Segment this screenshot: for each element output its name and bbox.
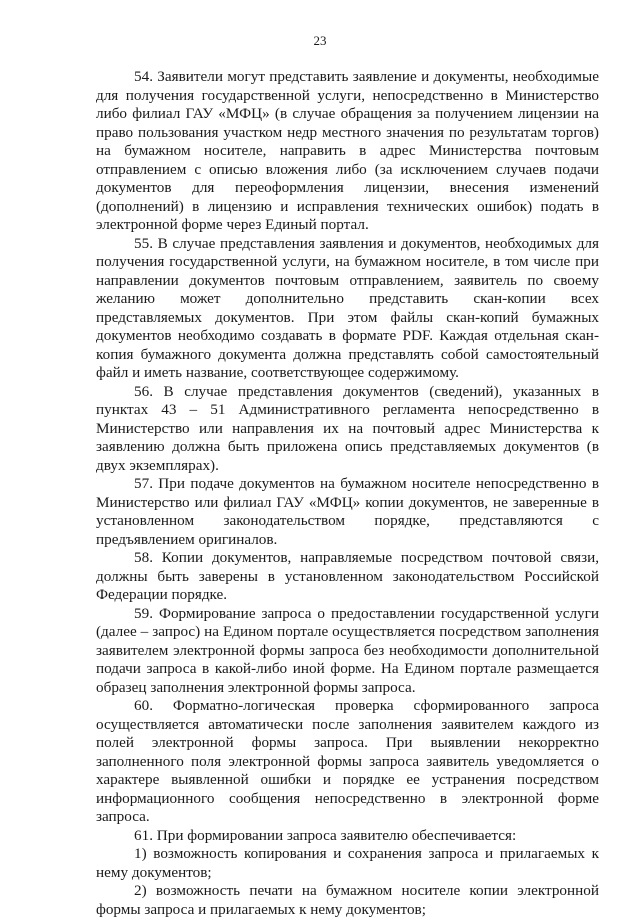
paragraph-55: 55. В случае представления заявления и документов, необходимых для получения государственной услуги, на бумажном носителе, в том числе при направлении документов почтовым отправлением, заявитель по своему желанию может дополнительно представить скан-копии всех представляемых документов. При этом файлы скан-копий бумажных документов необходимо создавать в формате PDF. Каждая отдельная скан-копия бумажного документа должна представлять собой самостоятельный файл и иметь название, соответствующее содержимому. xyxy=(96,234,599,381)
paragraph-59: 59. Формирование запроса о предоставлении государственной услуги (далее – запрос) на Едином портале осуществляется посредством заполнения заявителем электронной формы запроса без необходимости дополнительной подачи запроса в какой-либо иной форме. На Едином портале размещается образец заполнения электронной формы запроса. xyxy=(96,604,599,696)
paragraph-57: 57. При подаче документов на бумажном носителе непосредственно в Министерство или филиал ГАУ «МФЦ» копии документов, не заверенные в установленном законодательством порядке, представляются с предъявлением оригиналов. xyxy=(96,475,599,548)
paragraph-54: 54. Заявители могут представить заявление и документы, необходимые для получения государственной услуги, непосредственно в Министерство либо филиал ГАУ «МФЦ» (в случае обращения за получением лицензии на право пользования участком недр местного значения по результатам торгов) на бумажном носителе, направить в адрес Министерства почтовым отправлением с описью вложения либо (за исключением случаев подачи документов для переоформления лицензии, внесения изменений (дополнений) в лицензию и исправления технических ошибок) подать в электронной форме через Единый портал. xyxy=(96,68,599,233)
document-body xyxy=(96,68,599,919)
list-item-2: 2) возможность печати на бумажном носителе копии электронной формы запроса и прилагаемых к нему документов; xyxy=(96,882,599,918)
paragraph-56: 56. В случае представления документов (сведений), указанных в пунктах 43 – 51 Административного регламента непосредственно в Министерство или направления их на почтовый адрес Министерства к заявлению должна быть приложена опись представляемых документов (в двух экземплярах). xyxy=(96,382,599,474)
paragraph-58: 58. Копии документов, направляемые посредством почтовой связи, должны быть заверены в установленном законодательством Российской Федерации порядке. xyxy=(96,549,599,603)
paragraph-61: 61. При формировании запроса заявителю обеспечивается: xyxy=(134,826,517,844)
list-item-1: 1) возможность копирования и сохранения запроса и прилагаемых к нему документов; xyxy=(96,845,599,881)
page-number: 23 xyxy=(313,33,327,48)
paragraph-60: 60. Форматно-логическая проверка сформированного запроса осуществляется автоматически после заполнения заявителем каждого из полей электронной формы запроса. При выявлении некорректно заполненного поля электронной формы запроса заявитель уведомляется о характере выявленной ошибки и порядке ее устранения посредством информационного сообщения непосредственно в электронной форме запроса. xyxy=(96,697,599,825)
